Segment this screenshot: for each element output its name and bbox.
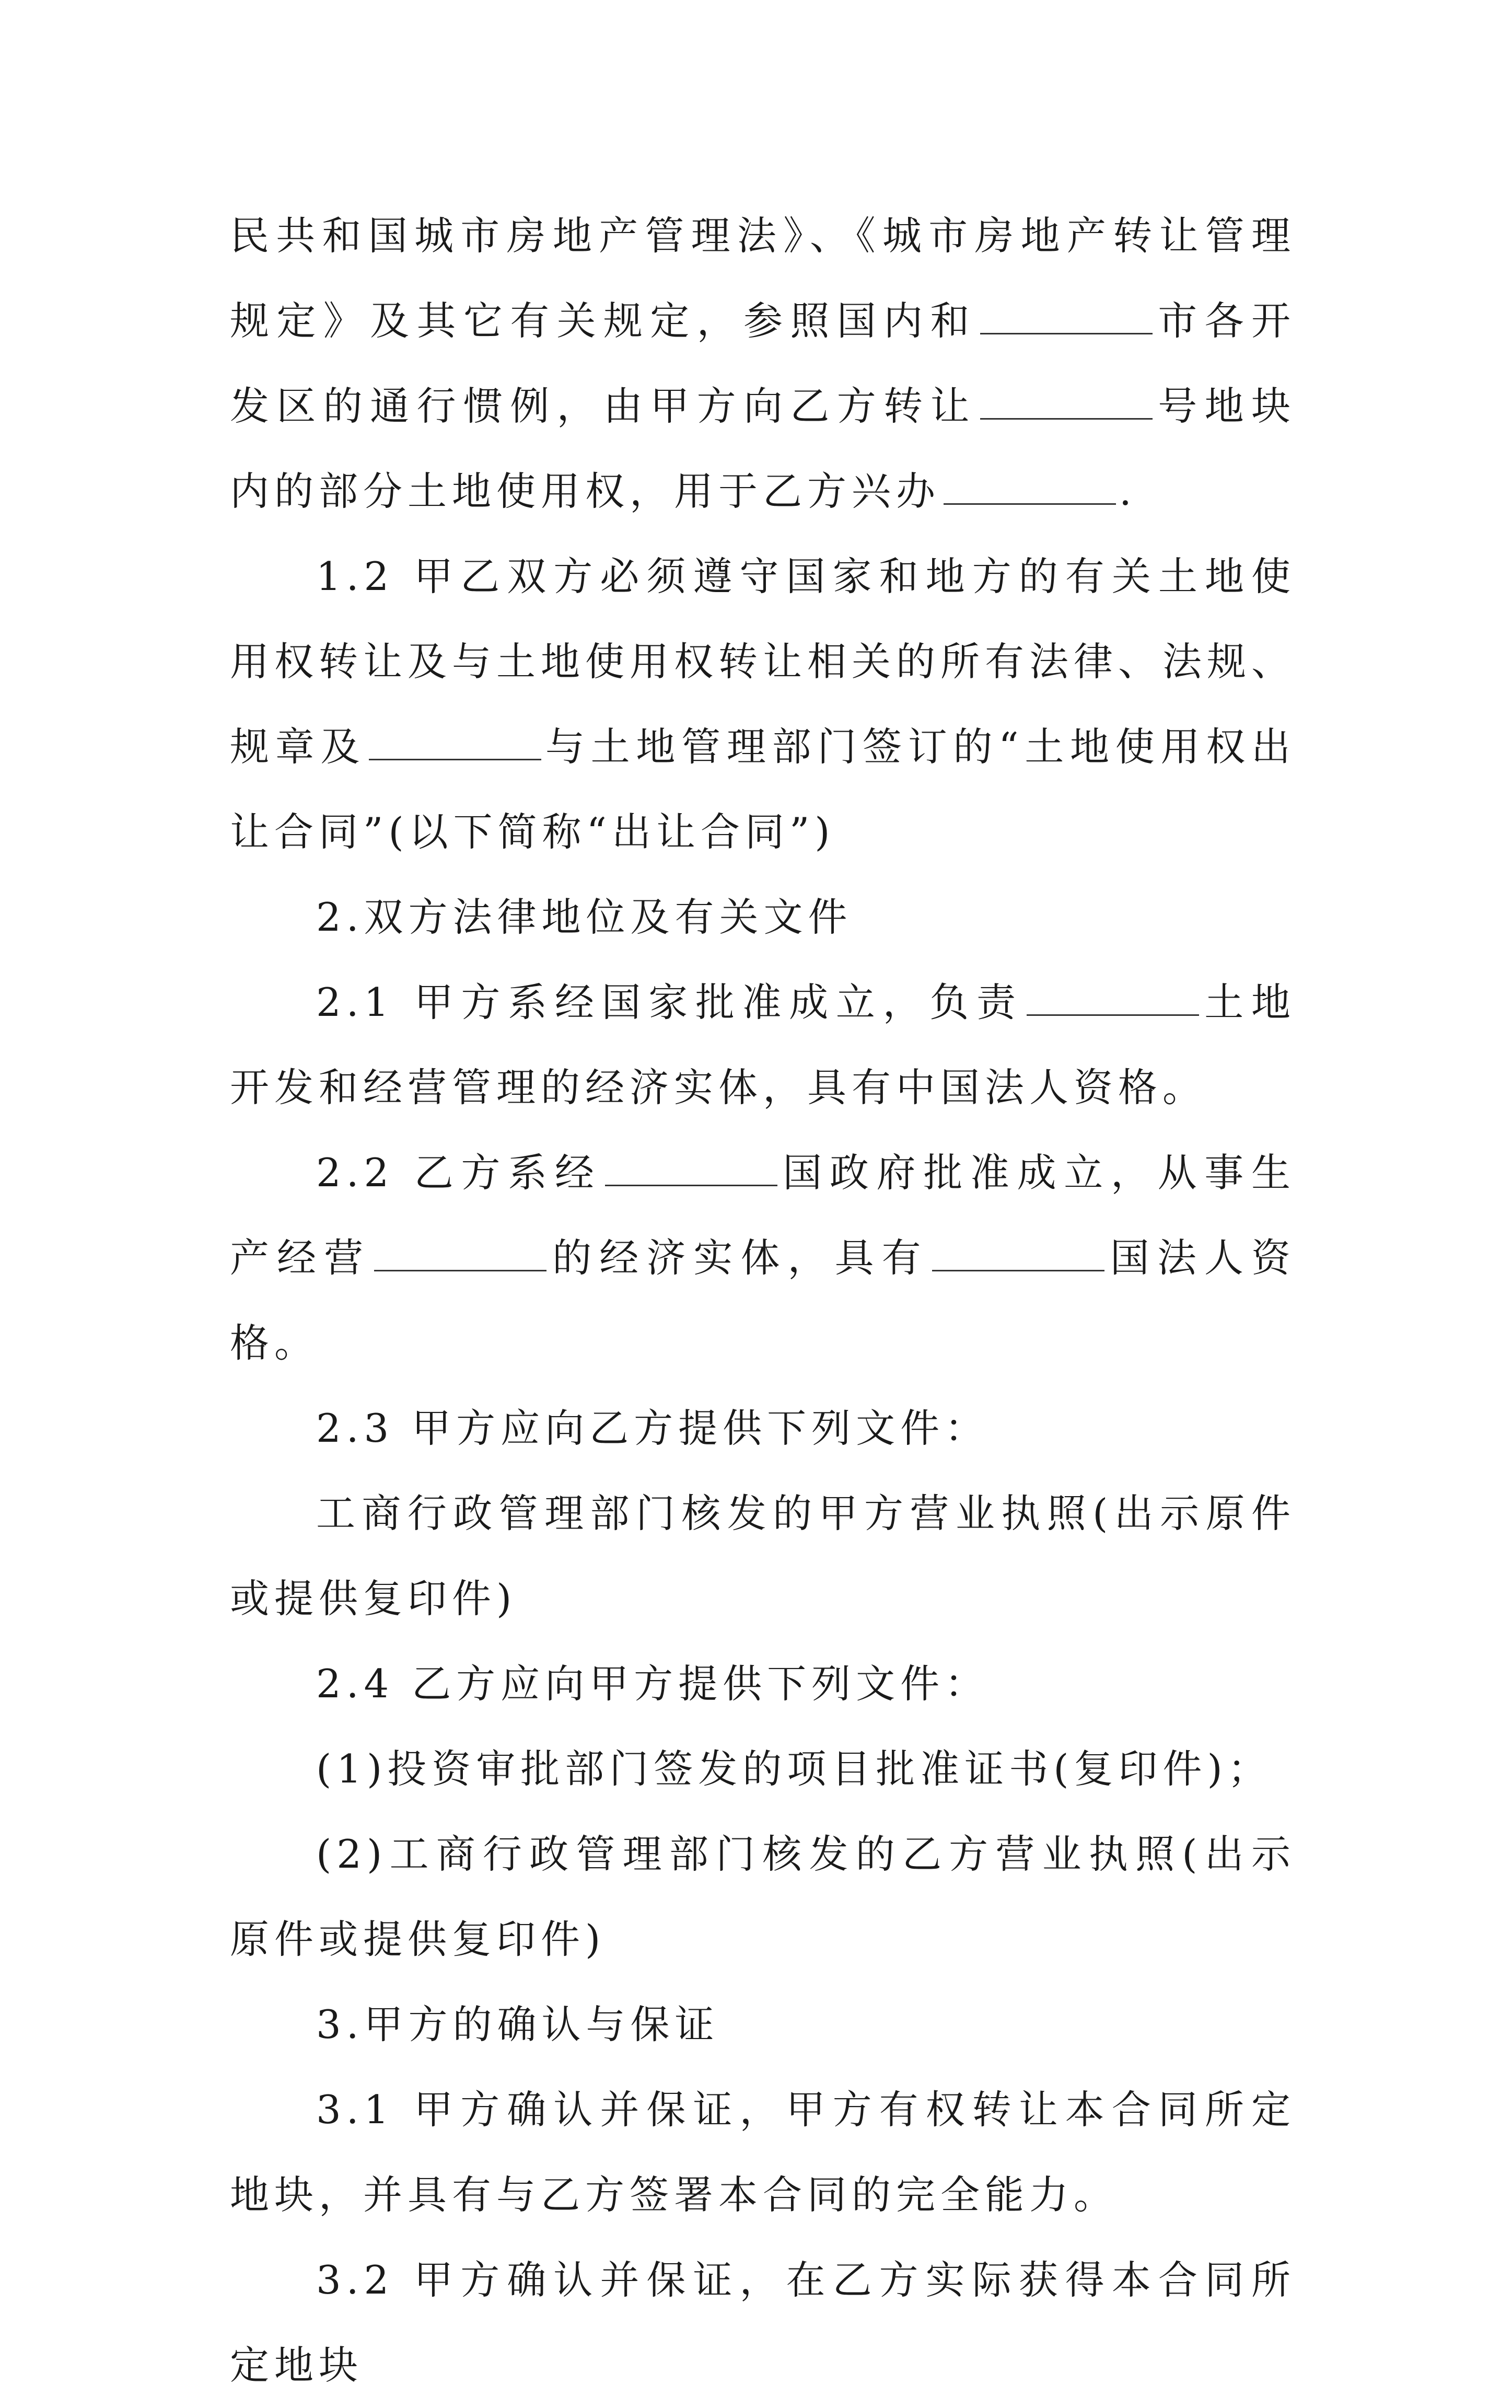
paragraph-text: 与土地管理部门签订的“土地使用权出让合同”(以下简称“出让合同”) [230, 724, 1296, 855]
paragraph [230, 1471, 1296, 1641]
paragraph-text: (2)工商行政管理部门核发的乙方营业执照(出示原件或提供复印件) [230, 1831, 1296, 1962]
paragraph-text: 国法人资格。 [230, 1235, 1296, 1366]
paragraph-text: 号地块内的部分土地使用权，用于乙方兴办 [230, 383, 1296, 514]
fill-in-blank [932, 1233, 1104, 1271]
paragraph-text: 2.3 甲方应向乙方提供下列文件： [316, 1405, 990, 1451]
paragraph [230, 1130, 1296, 1386]
paragraph [230, 534, 1296, 875]
paragraph-text: 2.2 乙方系经 [316, 1150, 602, 1196]
paragraph-text: 3.2 甲方确认并保证，在乙方实际获得本合同所定地块 [230, 2257, 1296, 2388]
fill-in-blank [944, 467, 1116, 505]
fill-in-blank [980, 296, 1153, 334]
paragraph-text: (1)投资审批部门签发的项目批准证书(复印件)； [316, 1746, 1272, 1792]
paragraph [230, 1727, 1296, 1812]
paragraph [230, 2238, 1296, 2408]
paragraph-text: 土地开发和经营管理的经济实体，具有中国法人资格。 [230, 979, 1296, 1110]
paragraph [230, 1641, 1296, 1727]
paragraph-text: 1.2 甲乙双方必须遵守国家和地方的有关土地使用权转让及与土地使用权转让相关的所有法律、法规、规章及 [230, 553, 1296, 770]
paragraph-text: 的经济实体，具有 [550, 1235, 929, 1281]
paragraph [230, 1812, 1296, 1982]
paragraph [230, 2067, 1296, 2238]
paragraph-text: 国政府批准成立，从事生产经营 [230, 1150, 1296, 1281]
fill-in-blank [605, 1148, 777, 1186]
paragraph-text: 2.双方法律地位及有关文件 [316, 894, 853, 940]
paragraph [230, 960, 1296, 1130]
paragraph-text: 工商行政管理部门核发的甲方营业执照(出示原件或提供复印件) [230, 1490, 1296, 1622]
document-body [230, 193, 1296, 2408]
paragraph [230, 1982, 1296, 2067]
paragraph [230, 1386, 1296, 1471]
paragraph-text: 民共和国城市房地产管理法》、《城市房地产转让管理规定》及其它有关规定，参照国内和 [230, 213, 1296, 344]
fill-in-blank [1027, 978, 1199, 1016]
paragraph-text: 市各开发区的通行惯例，由甲方向乙方转让 [230, 298, 1296, 429]
paragraph-text: . [1119, 468, 1137, 514]
paragraph-text: 3.甲方的确认与保证 [316, 2001, 719, 2047]
paragraph [230, 875, 1296, 960]
fill-in-blank [980, 381, 1153, 420]
fill-in-blank [374, 1233, 546, 1271]
paragraph-text: 3.1 甲方确认并保证，甲方有权转让本合同所定地块，并具有与乙方签署本合同的完全能力。 [230, 2087, 1296, 2218]
paragraph-text: 2.4 乙方应向甲方提供下列文件： [316, 1661, 990, 1707]
fill-in-blank [369, 722, 541, 760]
paragraph-text: 2.1 甲方系经国家批准成立，负责 [316, 979, 1023, 1025]
paragraph [230, 193, 1296, 534]
